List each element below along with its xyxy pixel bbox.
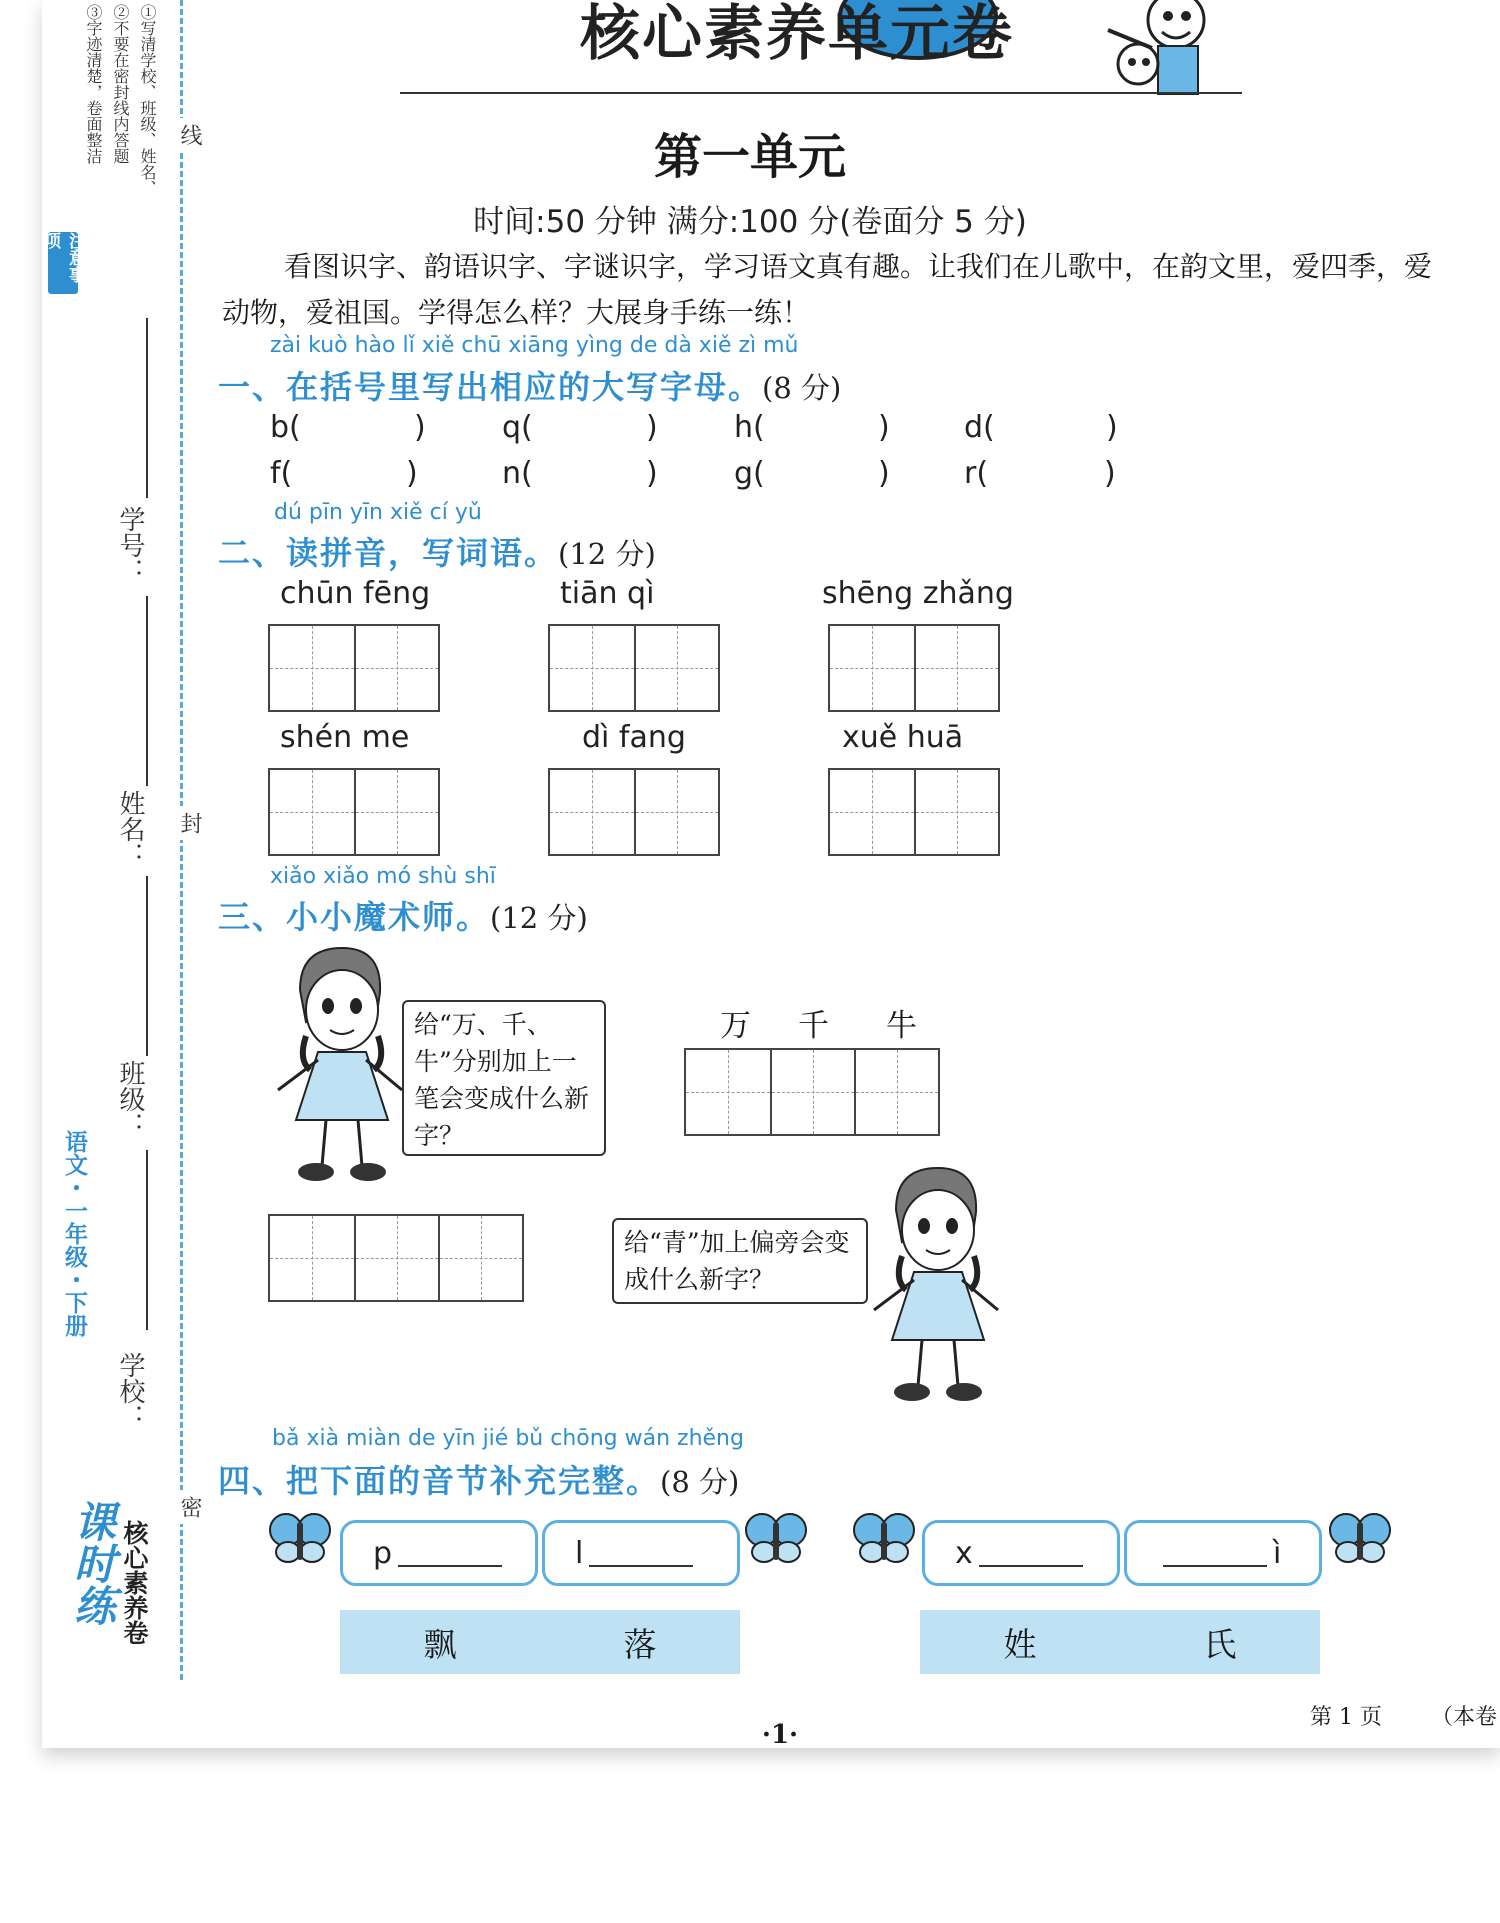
letter-close: )	[646, 456, 658, 491]
char-label: 飘	[423, 1624, 457, 1664]
char-label: 万	[720, 1008, 751, 1044]
series-title: 核心素养单元卷	[580, 0, 1014, 69]
letter-item: b(	[270, 410, 301, 445]
letter-close: )	[646, 410, 658, 445]
letter-close: )	[1106, 410, 1118, 445]
letter-close: )	[414, 410, 426, 445]
seal-mark-secret: 密	[174, 1490, 205, 1524]
char-band-left	[340, 1610, 740, 1674]
field-line	[146, 318, 148, 498]
intro-text: 看图识字、韵语识字、字谜识字，学习语文真有趣。让我们在儿歌中，在韵文里，爱四季，爱动物，爱祖国。学得怎么样？大展身手练一练！	[222, 250, 1433, 329]
seal-mark-line: 线	[174, 118, 205, 152]
section1-pinyin: zài kuò hào lǐ xiě chū xiāng yìng de dà xiě zì mǔ	[270, 333, 799, 358]
syllable-box[interactable]	[1124, 1520, 1322, 1586]
section2-heading	[218, 528, 656, 574]
syllable-prefix: x	[955, 1535, 973, 1571]
field-student-no: 学号：	[115, 506, 145, 584]
girl-illustration-icon	[270, 940, 410, 1190]
field-line	[146, 1150, 148, 1330]
writing-grid[interactable]	[828, 768, 1000, 856]
section4-pinyin: bǎ xià miàn de yīn jié bǔ chōng wán zhěng	[272, 1426, 744, 1451]
section1-title: 一、在括号里写出相应的大写字母。	[218, 368, 763, 406]
page-title: 第一单元	[653, 129, 846, 185]
speech-bubble-1: 给“万、千、牛”分别加上一笔会变成什么新字？	[402, 1000, 606, 1156]
section1-score: (8 分)	[762, 371, 842, 405]
letter-item: g(	[734, 456, 765, 491]
char-band-right	[920, 1610, 1320, 1674]
char-label: 落	[623, 1624, 657, 1664]
char-label: 姓	[1003, 1624, 1037, 1664]
pinyin-word: dì fang	[582, 720, 686, 755]
grade-label: 语文・一年级・下册	[61, 1130, 87, 1337]
page-label: 第 1 页	[1310, 1705, 1382, 1730]
field-name: 姓名：	[115, 790, 145, 868]
pinyin-word: shén me	[280, 720, 410, 755]
letter-item: r(	[964, 456, 989, 491]
section3-heading	[218, 892, 588, 938]
char-label: 牛	[886, 1008, 917, 1044]
syllable-box[interactable]	[542, 1520, 740, 1586]
brand-logo: 课时练	[68, 1500, 117, 1626]
letter-close: )	[406, 456, 418, 491]
note-3: ③字迹清楚，卷面整洁	[84, 4, 103, 164]
writing-grid[interactable]	[684, 1048, 940, 1136]
field-line	[146, 596, 148, 786]
syllable-blank[interactable]	[1163, 1539, 1267, 1567]
speech-bubble-2: 给“青”加上偏旁会变成什么新字？	[612, 1218, 868, 1304]
header-rule	[400, 92, 1242, 94]
syllable-prefix: l	[575, 1535, 584, 1571]
syllable-suffix: ì	[1273, 1535, 1282, 1571]
pinyin-word: tiān qì	[560, 576, 655, 611]
writing-grid[interactable]	[268, 768, 440, 856]
char-label: 千	[798, 1008, 829, 1044]
butterfly-icon	[852, 1510, 916, 1566]
butterfly-icon	[1328, 1510, 1392, 1566]
seal-mark-seal: 封	[174, 806, 205, 840]
syllable-blank[interactable]	[589, 1539, 693, 1567]
note-2: ②不要在密封线内答题	[111, 4, 130, 164]
pinyin-word: shēng zhǎng	[822, 576, 1014, 611]
letter-item: n(	[502, 456, 533, 491]
note-1: ①写清学校、班级、姓名、	[138, 4, 157, 196]
letter-close: )	[1104, 456, 1116, 491]
butterfly-icon	[744, 1510, 808, 1566]
letter-item: q(	[502, 410, 533, 445]
field-line	[146, 876, 148, 1056]
section4-title: 四、把下面的音节补充完整。	[218, 1462, 661, 1500]
girl-illustration-icon	[866, 1160, 1006, 1410]
letter-close: )	[878, 456, 890, 491]
writing-grid[interactable]	[548, 624, 720, 712]
section2-pinyin: dú pīn yīn xiě cí yǔ	[274, 500, 482, 525]
section2-score: (12 分)	[558, 537, 656, 571]
syllable-blank[interactable]	[979, 1539, 1083, 1567]
brand-subtitle: 核心素养卷	[120, 1520, 149, 1645]
section4-score: (8 分)	[660, 1465, 740, 1499]
syllable-blank[interactable]	[398, 1539, 502, 1567]
syllable-box[interactable]	[922, 1520, 1120, 1586]
char-label: 氏	[1203, 1624, 1237, 1664]
cartoon-kids-icon	[1098, 0, 1238, 96]
section4-heading	[218, 1456, 739, 1502]
letter-item: d(	[964, 410, 995, 445]
syllable-prefix: p	[373, 1535, 393, 1571]
seal-line	[180, 0, 183, 1680]
letter-item: f(	[270, 456, 293, 491]
section3-pinyin: xiǎo xiǎo mó shù shī	[270, 864, 496, 889]
pinyin-word: xuě huā	[842, 720, 964, 755]
writing-grid[interactable]	[548, 768, 720, 856]
pinyin-word: chūn fēng	[280, 576, 431, 611]
field-class: 班级：	[115, 1060, 145, 1138]
letter-item: h(	[734, 410, 765, 445]
section1-heading	[218, 362, 841, 408]
letter-close: )	[878, 410, 890, 445]
butterfly-icon	[268, 1510, 332, 1566]
page-number: ·1·	[761, 1720, 799, 1750]
section3-score: (12 分)	[490, 901, 588, 935]
writing-grid[interactable]	[828, 624, 1000, 712]
writing-grid[interactable]	[268, 624, 440, 712]
writing-grid[interactable]	[268, 1214, 524, 1302]
section2-title: 二、读拼音，写词语。	[218, 534, 559, 572]
notes-tab: 注意事项	[48, 232, 78, 294]
exam-meta: 时间:50 分钟 满分:100 分(卷面分 5 分)	[473, 204, 1027, 240]
page-remark: （本卷	[1430, 1705, 1497, 1730]
field-school: 学校：	[115, 1352, 145, 1430]
syllable-box[interactable]	[340, 1520, 538, 1586]
section3-title: 三、小小魔术师。	[218, 898, 491, 936]
